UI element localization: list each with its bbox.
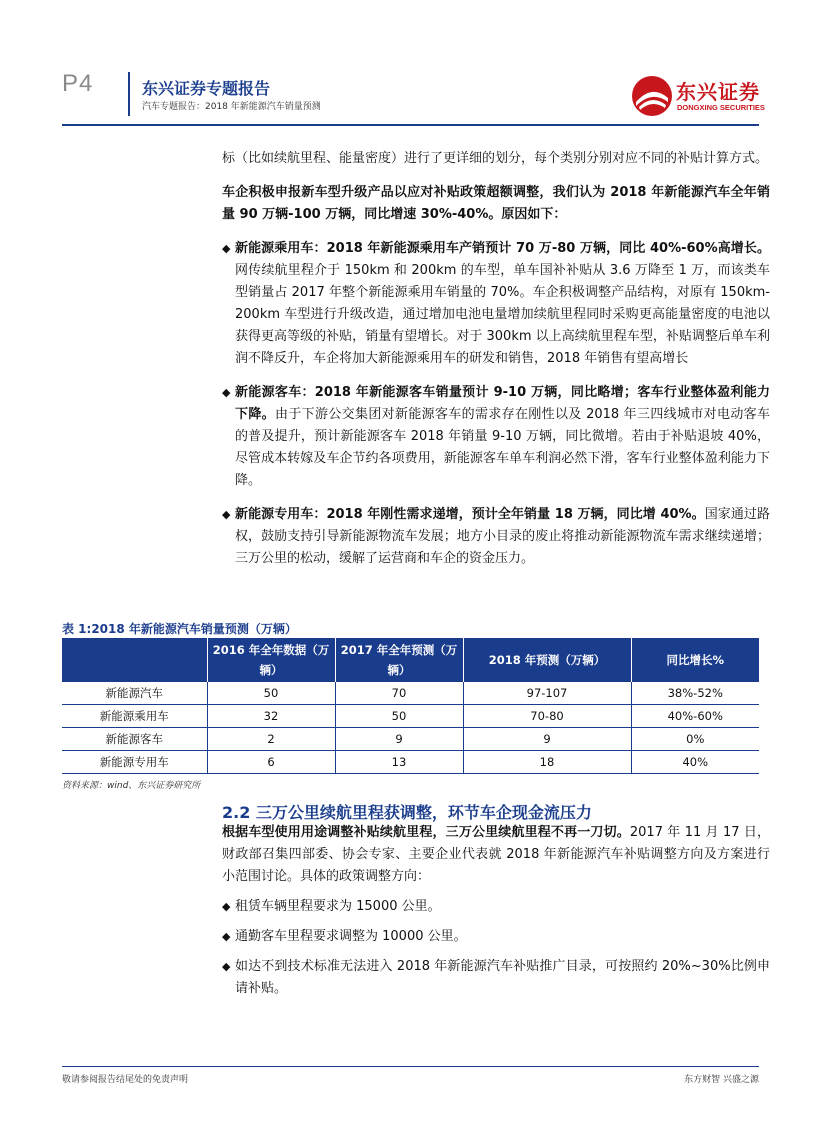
- bullet-bus: [222, 382, 770, 492]
- section-paragraph-bold: 根据车型使用用途调整补贴续航里程，三万公里续航里程不再一刀切。: [222, 825, 630, 840]
- table-cell: 70-80: [463, 705, 631, 728]
- page-number: P4: [62, 70, 94, 97]
- table-cell: 新能源专用车: [62, 751, 207, 774]
- table-row: [62, 751, 759, 774]
- table-cell: 32: [207, 705, 335, 728]
- table-cell: 2: [207, 728, 335, 751]
- bullet-icon: ◆: [222, 242, 231, 255]
- bullet-passenger-text: 网传续航里程介于 150km 和 200km 的车型，单车国补补贴从 3.6 万降至 1 万，而该类车型销量占 2017 年整个新能源乘用车销量的 70%。车企积极调整产品结构，对原有 150km-200km 车型进行升级改造，通过增加电池电量增加续航里程同时采购更高能量密度的电池以获得更高等级的补贴，销量有望增长。对于 300km 以上高续航里程车型，补贴调整后单车利润不降反升，车企将加大新能源乘用车的研发和销售，2018 年销售有望高增长: [235, 263, 770, 366]
- report-title: 东兴证券专题报告: [142, 79, 271, 98]
- bullet-special-bold: 新能源专用车：2018 年刚性需求递增，预计全年销量 18 万辆，同比增 40%。: [235, 507, 705, 522]
- section-bullet-text: 如达不到技术标准无法进入 2018 年新能源汽车补贴推广目录，可按照约 20%~30%比例申请补贴。: [235, 959, 770, 996]
- table-header-cell: [62, 638, 207, 682]
- table-header-cell: 同比增长%: [631, 638, 759, 682]
- section-bullet: [222, 956, 770, 1000]
- table-row: [62, 728, 759, 751]
- table-header-cell: 2018 年预测（万辆）: [463, 638, 631, 682]
- bullet-bus-bold: 新能源客车：2018 年新能源客车销量预计 9-10 万辆，同比略增；客车行业整体盈利能力下降。: [235, 385, 770, 422]
- company-logo: [630, 74, 770, 120]
- sales-forecast-table: [62, 638, 759, 774]
- report-subtitle: 汽车专题报告：2018 年新能源汽车销量预测: [142, 102, 321, 112]
- table-header-cell: 2017 年全年预测（万辆）: [335, 638, 463, 682]
- logo-text-en: DONGXING SECURITIES: [677, 103, 765, 112]
- bullet-passenger-bold: 新能源乘用车：2018 年新能源乘用车产销预计 70 万-80 万辆，同比 40%-60%高增长。: [235, 241, 770, 256]
- section-bullet: [222, 896, 770, 918]
- header-divider: [128, 72, 130, 116]
- table-cell: 50: [207, 682, 335, 705]
- footer-slogan: 东方财智 兴盛之源: [684, 1075, 759, 1085]
- bullet-icon: ◆: [222, 900, 231, 913]
- section-bullet: [222, 926, 770, 948]
- logo-text-cn: 东兴证券: [676, 80, 760, 104]
- logo-mark-icon: [630, 74, 674, 118]
- table-cell: 9: [463, 728, 631, 751]
- bullet-special-text: 国家通过路权，鼓励支持引导新能源物流车发展；地方小目录的废止将推动新能源物流车需求继续递增；三万公里的松动，缓解了运营商和车企的资金压力。: [235, 507, 770, 566]
- table-cell: 38%-52%: [631, 682, 759, 705]
- table-source: 资料来源：wind、东兴证券研究所: [62, 781, 201, 791]
- table-header-row: [62, 638, 759, 682]
- paragraph-2: 车企积极申报新车型升级产品以应对补贴政策超额调整，我们认为 2018 年新能源汽车全年销量 90 万辆-100 万辆，同比增速 30%-40%。原因如下：: [222, 185, 770, 222]
- table-title: 表 1:2018 年新能源汽车销量预测（万辆）: [62, 622, 297, 636]
- table-cell: 97-107: [463, 682, 631, 705]
- section-paragraph: [222, 822, 770, 888]
- table-cell: 70: [335, 682, 463, 705]
- table-cell: 13: [335, 751, 463, 774]
- section-title: 2.2 三万公里续航里程获调整，环节车企现金流压力: [222, 803, 592, 822]
- footer-disclaimer: 敬请参阅报告结尾处的免责声明: [62, 1075, 189, 1085]
- section-bullet-text: 租赁车辆里程要求为 15000 公里。: [235, 899, 441, 914]
- section-bullet-text: 通勤客车里程要求调整为 10000 公里。: [235, 929, 467, 944]
- table-cell: 6: [207, 751, 335, 774]
- section-body: [222, 822, 770, 1000]
- bullet-icon: ◆: [222, 508, 231, 521]
- table-cell: 18: [463, 751, 631, 774]
- table-cell: 新能源乘用车: [62, 705, 207, 728]
- bullet-icon: ◆: [222, 960, 231, 973]
- section-paragraph-text: 2017 年 11 月 17 日，财政部召集四部委、协会专家、主要企业代表就 2018 年新能源汽车补贴调整方向及方案进行小范围讨论。具体的政策调整方向：: [222, 825, 770, 884]
- bullet-icon: ◆: [222, 386, 231, 399]
- table-row: [62, 682, 759, 705]
- table-cell: 新能源客车: [62, 728, 207, 751]
- table-cell: 9: [335, 728, 463, 751]
- table-cell: 40%-60%: [631, 705, 759, 728]
- table-cell: 新能源汽车: [62, 682, 207, 705]
- bullet-bus-text: 由于下游公交集团对新能源客车的需求存在刚性以及 2018 年三四线城市对电动客车的普及提升，预计新能源客车 2018 年销量 9-10 万辆，同比微增。若由于补贴退坡 40%，尽管成本转嫁及车企节约各项费用，新能源客车单车利润必然下滑，客车行业整体盈利能力下降。: [235, 407, 770, 488]
- paragraph-1: 标（比如续航里程、能量密度）进行了更详细的划分，每个类别分别对应不同的补贴计算方式。: [222, 151, 769, 166]
- bullet-special: [222, 504, 770, 570]
- table-cell: 50: [335, 705, 463, 728]
- footer-rule: [62, 1066, 759, 1067]
- bullet-icon: ◆: [222, 930, 231, 943]
- header-rule: [62, 124, 759, 126]
- table-header-cell: 2016 年全年数据（万辆）: [207, 638, 335, 682]
- table-row: [62, 705, 759, 728]
- body-text: [222, 148, 770, 570]
- table-cell: 0%: [631, 728, 759, 751]
- bullet-passenger: [222, 238, 770, 370]
- table-cell: 40%: [631, 751, 759, 774]
